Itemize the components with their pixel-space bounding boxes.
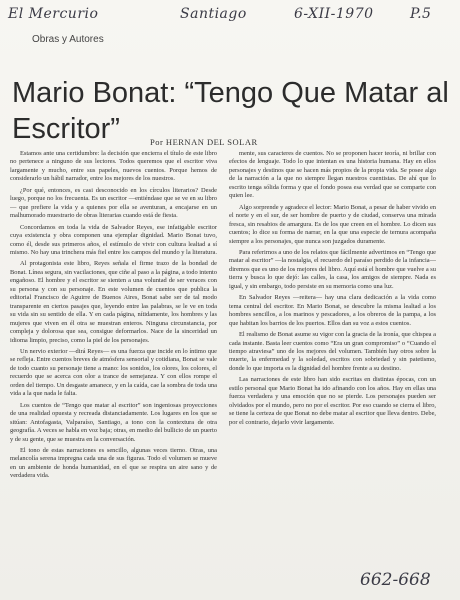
article-paragraph: El realismo de Bonat asume su vigor con la gracia de la ironía, que chispea a cada instante. Basta leer cuentos como “Era un gran compromiso” o “Cuando el tiempo atraviesa” uno de los mejores del volumen. También hay otros sobre la muerte, la enfermedad y la soledad, escritos con sobriedad y sin patetismo, donde lo que importa es la dignidad del hombre frente a su destino. xyxy=(229,331,436,372)
article-body xyxy=(10,150,450,574)
article-paragraph: Los cuentos de “Tengo que matar al escritor” son ingeniosas proyecciones de una realidad opuesta y recreada distanciadamente. Los lugares en los que se sitúan: Antofagasta, Valparaíso, Santiago, a tono con la contextura de otra geografía. A veces se habla en voz baja; otras, en medio del bullicio de un puerto y de su gente, que se muestra en la conversación. xyxy=(10,401,217,443)
article-paragraph: Concordamos en toda la vida de Salvador Reyes, ese infatigable escritor cuya existencia y obra componen una ejemplar dignidad. Mario Bonat tuvo, como él, desde sus primeros años, el estímulo de vivir con cultura lealtad a sí mismo. No hay una trinchera más fiel entre los campos del mundo y la literatura. xyxy=(10,223,217,256)
handwritten-header xyxy=(0,6,460,26)
article-paragraph: Para referirnos a uno de los relatos que fácilmente advertimos en “Tengo que matar al escritor” —la nostalgia, el recuerdo del paraíso perdido de la infancia— diremos que es uno de los mejores del libro. Aquí está el hombre que vuelve a su tierra y busca lo que dejó: las calles, la casa, los amigos de siempre. Nada es igual, y sin embargo, todo persiste en su memoria como una luz. xyxy=(229,248,436,290)
handwritten-newspaper-name: El Mercurio xyxy=(8,6,99,22)
handwritten-date: 6-XII-1970 xyxy=(294,6,374,22)
article-paragraph: mente, sus caracteres de cuentos. No se proponen hacer teoría, ni brillar con efectos de lenguaje. Todo lo que intentan es una historia humana. Hay en ellos personajes y destinos que se hacen más propios de la propia vida. Se posee algo de la narración a la que no siempre llegan nuestros cuentistas. De ahí que lo escrito tenga sólida forma y que el fondo posea esa verdad que se comparte con quien lee. xyxy=(229,150,436,200)
article-paragraph: Algo sorprende y agradece el lector: Mario Bonat, a pesar de haber vivido en el norte y en el sur, de ser hombre de puerto y de ciudad, conserva una mirada fresca, sin resabios de amargura. Es de los que creen en el hombre. Lo dicen sus cuentos; lo dice su forma de narrar, en la que una especie de ternura acompaña siempre a los personajes, que nunca son juzgados duramente. xyxy=(229,203,436,245)
article-paragraph: Las narraciones de este libro han sido escritas en distintas épocas, con un estilo personal que Mario Bonat ha ido afinando con los años. Hay en ellas una fuerza verdadera y una emoción que no se pierde. Los personajes pueden ser olvidados por el mundo, pero no por el escritor. Por eso cuando se cierra el libro, se tiene la certeza de que Bonat no debe matar al escritor que lleva dentro. Debe, por el contrario, dejarlo vivir largamente. xyxy=(229,376,436,426)
article-column-left xyxy=(10,150,217,574)
handwritten-archive-number: 662-668 xyxy=(360,570,431,590)
article-column-right xyxy=(229,150,436,574)
section-heading: Obras y Autores xyxy=(32,34,104,45)
article-byline: Por HERNAN DEL SOLAR xyxy=(150,137,258,147)
article-paragraph: En Salvador Reyes —reitera— hay una clara dedicación a la vida como tema central del escritor. En Mario Bonat, se descubre la misma lealtad a los hombres sencillos, a los marinos y pescadores, a los obreros de la pampa, a los que habitan los barrios de los puertos. Ellos dan su voz a estos cuentos. xyxy=(229,294,436,327)
article-paragraph: ¿Por qué, entonces, es casi desconocido en los círculos literarios? Desde luego, porque no los frecuenta. Es un escritor —entiéndase que se ve en su libro— que prefiere la vida y a quienes por ella se aventuran, a encajarse en un malhumorado muestrario de obras literarias cuando está de fiesta. xyxy=(10,186,217,220)
article-paragraph: Un nervio exterior —dirá Reyes— es una fuerza que incide en lo íntimo que se refleja. Entre cuentos breves de atmósfera sensorial y cotidiana, Bonat se vale de todo cuanto su personaje tiene a mano: los sonidos, los olores, los colores, el recuerdo que se acerca con olor a trance de semejanza. Y con ellos rompe el orden del tiempo. Un desgaste amanece, y en la caída, cae la sombra de toda una vida a la que nada le falta. xyxy=(10,347,217,398)
article-title: Mario Bonat: “Tengo Que Matar al Escritor” xyxy=(12,77,449,146)
handwritten-city: Santiago xyxy=(180,6,247,22)
article-paragraph: Al protagonista este libro, Reyes señala el firme trazo de la bondad de Bonat. Línea segura, sin vacilaciones, que ciñe al paso a la página, a todo intento engañoso. El hombre y el escritor se sienten a una voluntad de ser veraces con su persona y con su personaje. En este volumen de cuentos que publica la editorial Francisco de Aguirre de Buenos Aires, Bonat sabe ser de tal modo transparente en ciertos pasajes que, leyendo entre las palabras, se le ve en toda su vida sin su sentido de ella. Y en cada página, nítidamente, los hombres y las mujeres que viven en él otra se muestran enteros. Ninguna circunstancia, por compleja y dolorosa que sea, consigue deformarlos. Nace de la sinceridad un idioma limpio, preciso, como la piel de los personajes. xyxy=(10,260,217,344)
handwritten-page-number: P.5 xyxy=(410,6,432,22)
article-paragraph: El tono de estas narraciones es sencillo, algunas veces tierno. Otras, una melancolía serena impregna cada una de sus figuras. Todo el volumen se mueve en un ambiente de honda humanidad, en el que se respira un aire sano y de verdadera vida. xyxy=(10,446,217,480)
article-paragraph: Estamos ante una certidumbre: la decisión que encierra el título de este libro no pertenece a ninguno de sus lectores. Todos queremos que el escritor viva largamente y mucho, entre sus papeles, nuevos cuentos. Porque hemos de considerarlo un hábil narrador, entre los mejores de los nuestros. xyxy=(10,150,217,183)
